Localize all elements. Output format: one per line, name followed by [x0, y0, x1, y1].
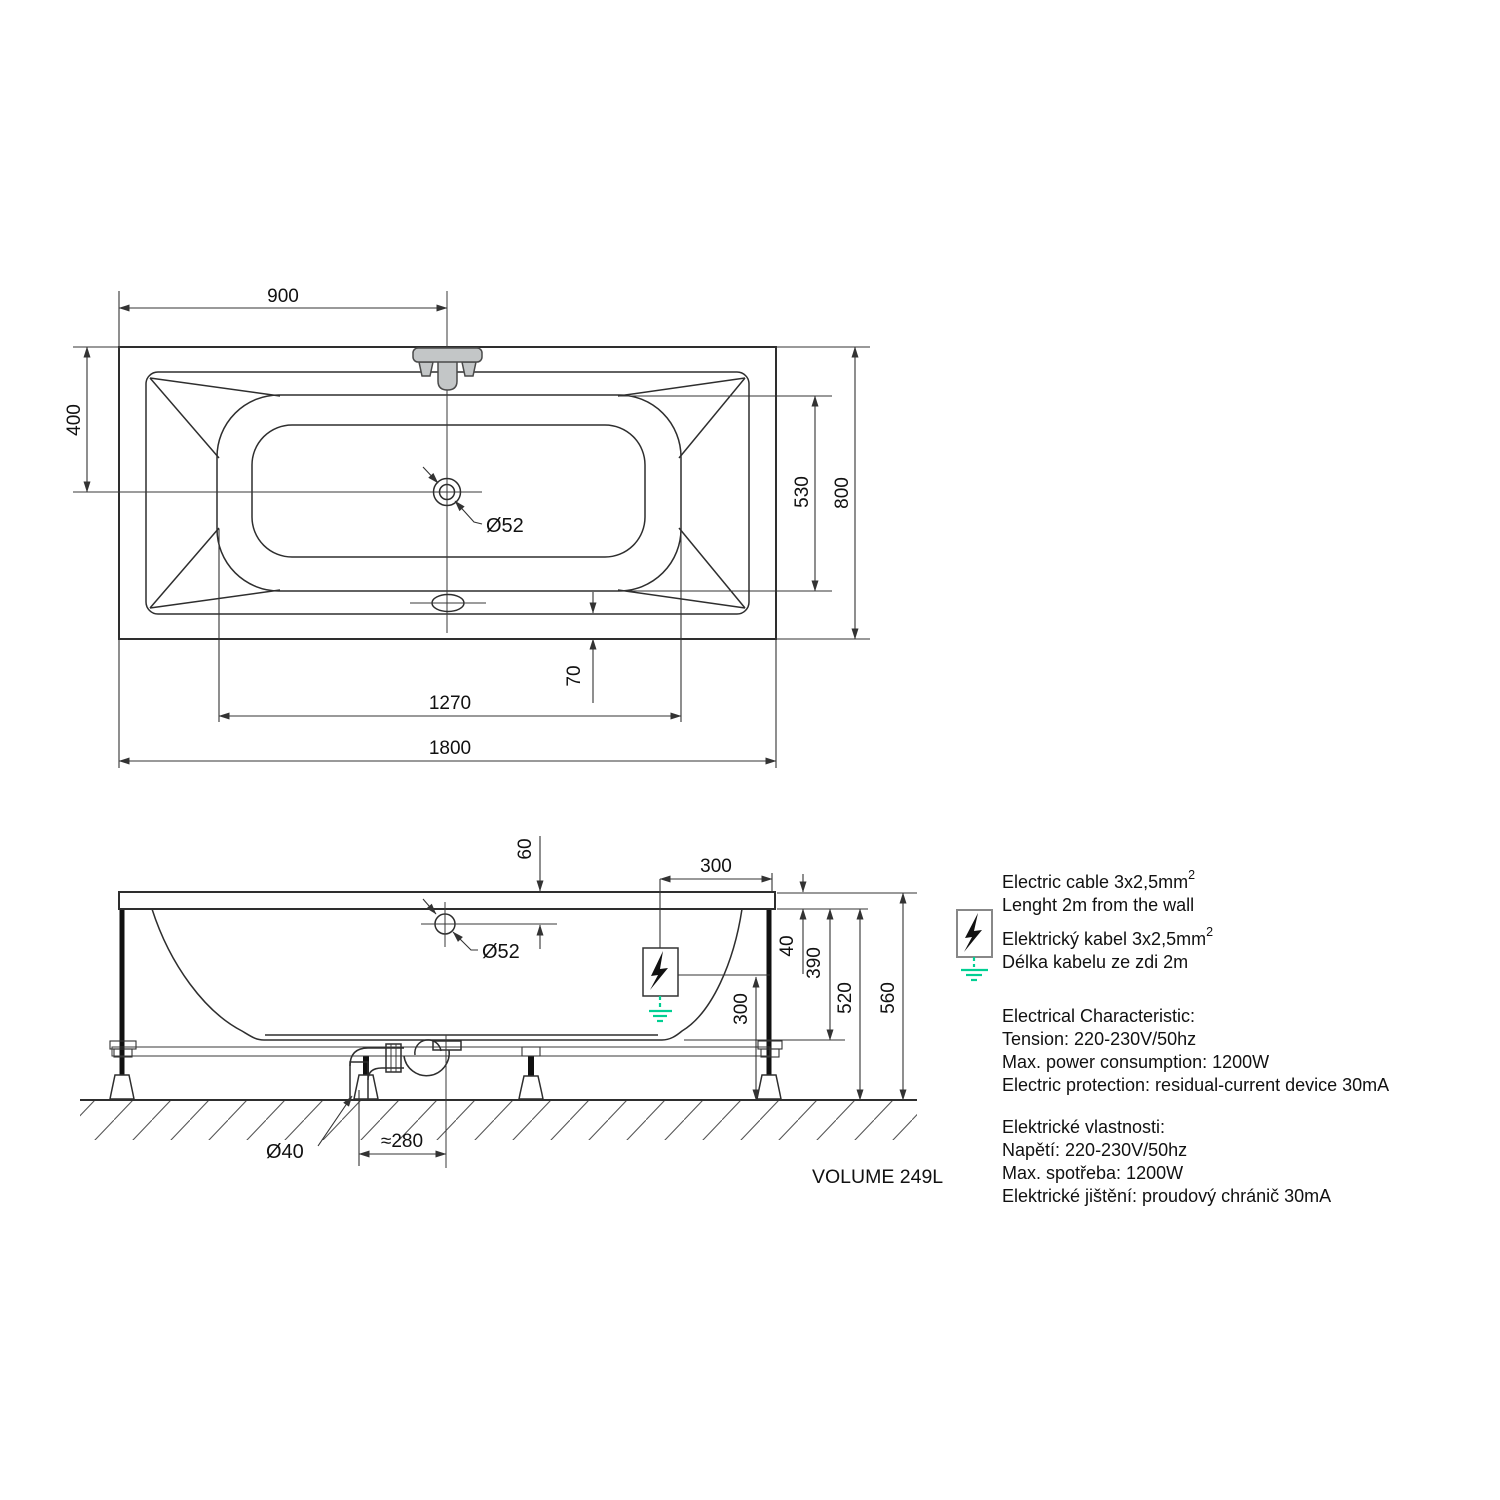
drain-top-view	[423, 467, 524, 537]
note-char-title-en: Electrical Characteristic:	[1002, 1006, 1196, 1026]
top-view	[64, 286, 870, 768]
floor-hatch	[80, 1100, 917, 1140]
dim-300-cable	[731, 977, 756, 1100]
dim-530	[619, 396, 832, 591]
note-tension-cz: Napětí: 220-230V/50hz	[1002, 1140, 1188, 1160]
dim-300-top-label: 300	[700, 856, 732, 877]
dim-800	[776, 347, 870, 639]
dim-300-top	[660, 856, 772, 892]
faucet-handle-right	[462, 362, 476, 376]
foot-right	[757, 1075, 781, 1099]
ground-icon	[961, 957, 988, 980]
notes-block	[957, 868, 1389, 1206]
note-char-title-cz: Elektrické vlastnosti:	[1002, 1117, 1166, 1137]
drain-leader-lower	[455, 501, 482, 524]
dim-280-label: ≈280	[380, 1131, 424, 1152]
dim-560-label: 560	[878, 982, 899, 1014]
dim-70-label: 70	[564, 665, 585, 687]
note-length-cz: Délka kabelu ze zdi 2m	[1002, 952, 1189, 972]
foot-mid-right	[519, 1076, 543, 1099]
dim-70	[564, 592, 593, 703]
volume-label: VOLUME 249L	[812, 1166, 944, 1188]
side-view	[80, 836, 943, 1188]
dim-1800-label: 1800	[428, 738, 472, 759]
drain-diameter-label: Ø52	[486, 515, 524, 537]
dim-1270	[219, 529, 681, 722]
note-length-en: Lenght 2m from the wall	[1002, 895, 1195, 915]
note-power-cz: Max. spotřeba: 1200W	[1002, 1163, 1184, 1183]
foot-left	[110, 1075, 134, 1099]
dim-400-label: 400	[64, 404, 85, 436]
drain-diameter-label-side: Ø52	[482, 941, 520, 963]
trap-body-outer	[404, 1050, 449, 1076]
note-power-en: Max. power consumption: 1200W	[1002, 1052, 1270, 1072]
note-tension-en: Tension: 220-230V/50hz	[1002, 1029, 1197, 1049]
overflow-top-view	[410, 595, 486, 612]
dim-60-label: 60	[515, 838, 536, 860]
faucet-handle-left	[419, 362, 433, 376]
note-protection-cz: Elektrické jištění: proudový chránič 30mA	[1002, 1186, 1332, 1206]
tub-basin-outline	[252, 425, 645, 557]
foot-mid-left	[354, 1075, 378, 1099]
dim-800-label: 800	[832, 477, 853, 509]
waste-diameter-label: Ø40	[266, 1141, 304, 1163]
dim-300-cable-label: 300	[731, 993, 752, 1025]
ground-icon	[649, 996, 672, 1021]
dim-40-label: 40	[777, 935, 798, 957]
dim-900-label: 900	[267, 286, 299, 307]
dim-390-label: 390	[804, 947, 825, 979]
drain-leader-upper	[423, 467, 438, 483]
faucet-spout	[438, 360, 457, 390]
drain-tailpiece	[433, 1041, 461, 1050]
dim-1270-label: 1270	[428, 693, 472, 714]
faucet-top-view	[413, 348, 482, 390]
note-protection-en: Electric protection: residual-current device 30mA	[1002, 1075, 1390, 1095]
dim-900	[119, 286, 447, 347]
dim-530-label: 530	[792, 476, 813, 508]
faucet-deck-plate	[413, 348, 482, 362]
dim-400	[64, 347, 121, 492]
note-cable-en: Electric cable $3x2,5mm^2$	[1002, 868, 1196, 892]
dim-40	[777, 874, 803, 974]
note-cable-cz: Elektrický kabel $3x2,5mm^2$	[1002, 925, 1214, 949]
dim-520-label: 520	[835, 982, 856, 1014]
tub-rim-section	[119, 892, 775, 909]
